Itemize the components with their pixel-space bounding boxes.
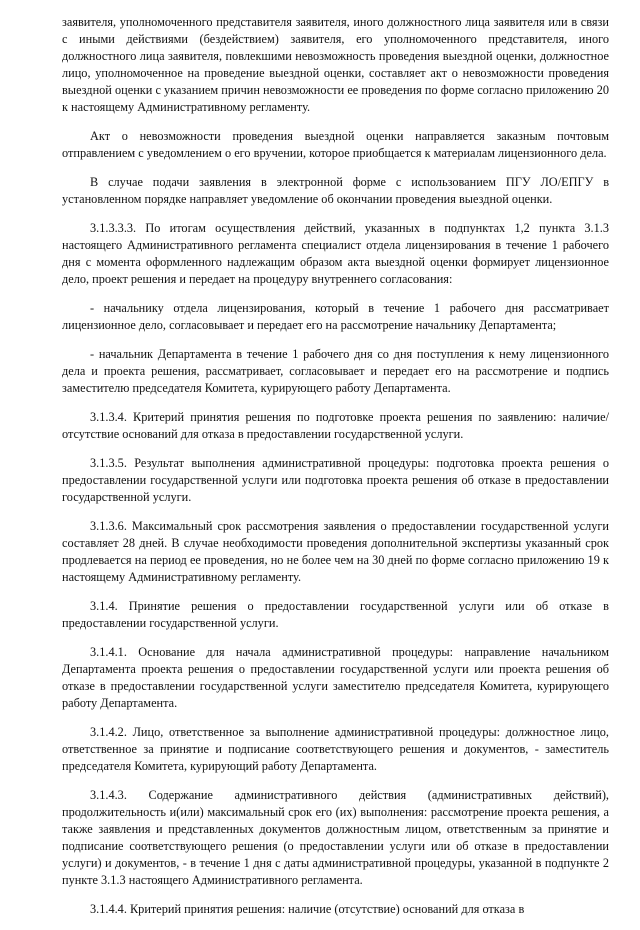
paragraph-3-1-3-4: 3.1.3.4. Критерий принятия решения по подготовке проекта решения по заявлению: наличие/отсутствие оснований для отказа в предоставлении государственной услуги.	[62, 410, 609, 441]
paragraph-electronic-notice: В случае подачи заявления в электронной форме с использованием ПГУ ЛО/ЕПГУ в установленном порядке направляет уведомление об окончании проведения выездной оценки.	[62, 175, 609, 206]
paragraph-list-item-2: - начальник Департамента в течение 1 рабочего дня со дня поступления к нему лицензионного дела и проекта решения, рассматривает, согласовывает и передает его на рассмотрение и подпись заместителю председателя Комитета, курирующего работу Департамента.	[62, 347, 609, 395]
document-page	[62, 14, 609, 930]
paragraph-3-1-3-5: 3.1.3.5. Результат выполнения административной процедуры: подготовка проекта решения о предоставлении государственной услуги или подготовка проекта решения об отказе в предоставлении государственной услуги.	[62, 456, 609, 504]
paragraph-3-1-4-3: 3.1.4.3. Содержание административного действия (административных действий), продолжительность и(или) максимальный срок его (их) выполнения: рассмотрение проекта решения, а также заявления и представленных документов должностным лицом, ответственным за принятие и подписание соответствующего решения (о предоставлении услуги или об отказе в предоставлении услуги) и документов, - в течение 1 дня с даты административной процедуры, указанной в подпункте 2 пункте 3.1.3 настоящего Административного регламента.	[62, 788, 609, 887]
paragraph-3-1-3-6: 3.1.3.6. Максимальный срок рассмотрения заявления о предоставлении государственной услуги составляет 28 дней. В случае необходимости проведения дополнительной экспертизы указанный срок продлевается на период ее проведения, но не более чем на 30 дней по форме согласно приложению 19 к настоящему Административному регламенту.	[62, 519, 609, 584]
paragraph-3-1-4-1: 3.1.4.1. Основание для начала административной процедуры: направление начальником Департамента проекта решения о предоставлении государственной услуги или проекта решения об отказе в предоставлении государственной услуги заместителю председателя Комитета, курирующего работу Департамента.	[62, 645, 609, 710]
paragraph-continuation: заявителя, уполномоченного представителя заявителя, иного должностного лица заявителя или в связи с иными действиями (бездействием) заявителя, его уполномоченного представителя, иного должностного лица заявителя, повлекшими невозможность проведения выездной оценки, должностное лицо, уполномоченное на проведение выездной оценки, составляет акт о невозможности проведения выездной оценки с указанием причин невозможности ее проведения по форме согласно приложению 20 к настоящему Административному регламенту.	[62, 15, 609, 114]
paragraph-3-1-4-2: 3.1.4.2. Лицо, ответственное за выполнение административной процедуры: должностное лицо, ответственное за принятие и подписание соответствующего решения и документов, - заместитель председателя Комитета, курирующий работу Департамента.	[62, 725, 609, 773]
paragraph-3-1-4-4: 3.1.4.4. Критерий принятия решения: наличие (отсутствие) оснований для отказа в	[90, 902, 525, 916]
paragraph-list-item-1: - начальнику отдела лицензирования, который в течение 1 рабочего дня рассматривает лицензионное дело, согласовывает и передает его на рассмотрение начальнику Департамента;	[62, 301, 609, 332]
paragraph-3-1-3-3-3: 3.1.3.3.3. По итогам осуществления действий, указанных в подпунктах 1,2 пункта 3.1.3 настоящего Административного регламента специалист отдела лицензирования в течение 1 рабочего дня с момента оформленного надлежащим образом акта выездной оценки формирует лицензионное дело, проект решения и передает на процедуру внутреннего согласования:	[62, 221, 609, 286]
paragraph-3-1-4: 3.1.4. Принятие решения о предоставлении государственной услуги или об отказе в предоставлении государственной услуги.	[62, 599, 609, 630]
paragraph-act-sending: Акт о невозможности проведения выездной оценки направляется заказным почтовым отправлением с уведомлением о его вручении, которое приобщается к материалам лицензионного дела.	[62, 129, 609, 160]
